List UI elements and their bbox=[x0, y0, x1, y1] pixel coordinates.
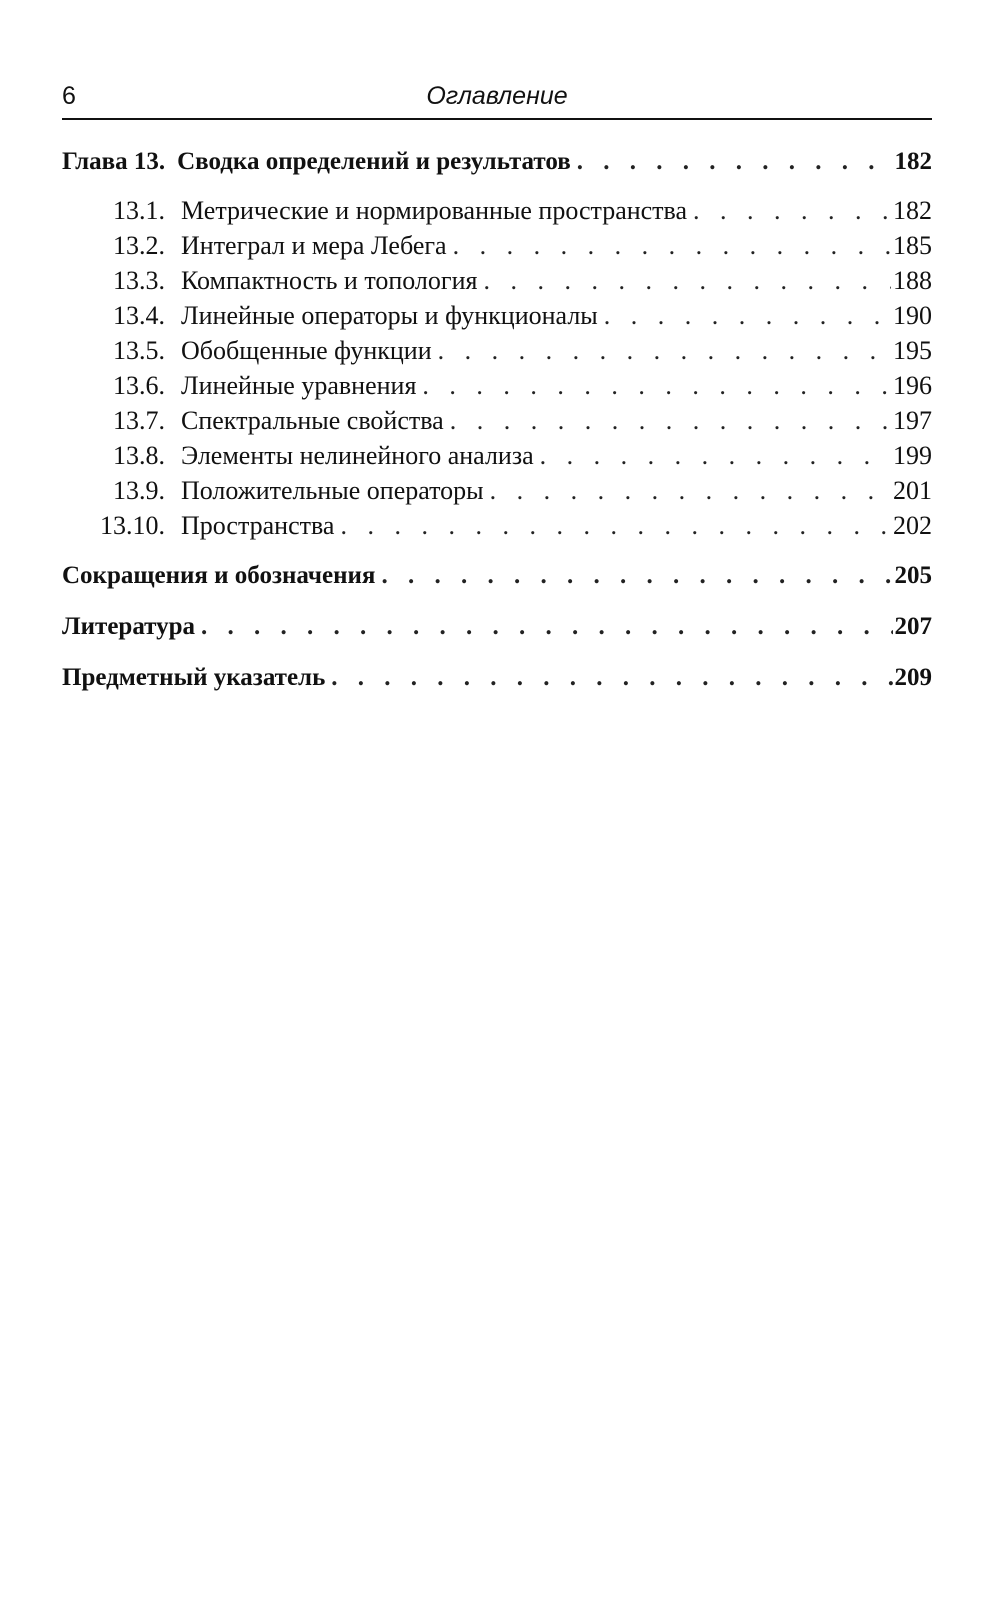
section-title: Обобщенные функции bbox=[181, 336, 432, 365]
section-title: Спектральные свойства bbox=[181, 406, 444, 435]
section-title: Линейные операторы и функционалы bbox=[181, 301, 598, 330]
page-ref: 209 bbox=[894, 664, 932, 691]
section-title: Линейные уравнения bbox=[181, 371, 417, 400]
dot-leader bbox=[438, 336, 891, 366]
entry-title: Предметный указатель bbox=[62, 664, 326, 691]
page-ref: 190 bbox=[893, 301, 932, 330]
toc-back-matter-entry[interactable] bbox=[62, 664, 932, 698]
entry-title: Литература bbox=[62, 613, 196, 640]
section-title: Элементы нелинейного анализа bbox=[181, 441, 534, 470]
section-number: 13.4. bbox=[113, 301, 165, 330]
toc-section-entry[interactable] bbox=[62, 511, 932, 545]
dot-leader bbox=[693, 196, 891, 226]
toc-section-entry[interactable] bbox=[62, 371, 932, 405]
toc-back-matter-entry[interactable] bbox=[62, 613, 932, 647]
dot-leader bbox=[381, 562, 892, 590]
section-title: Положительные операторы bbox=[181, 476, 484, 505]
dot-leader bbox=[201, 613, 892, 641]
page-ref: 197 bbox=[893, 406, 932, 435]
dot-leader bbox=[540, 441, 891, 471]
dot-leader bbox=[453, 231, 891, 261]
page-ref: 207 bbox=[894, 613, 932, 640]
dot-leader bbox=[490, 476, 891, 506]
section-number: 13.2. bbox=[113, 231, 165, 260]
page-ref: 201 bbox=[893, 476, 932, 505]
page-ref: 202 bbox=[893, 511, 932, 540]
page-header bbox=[62, 78, 932, 120]
dot-leader bbox=[450, 406, 891, 436]
toc-section-entry[interactable] bbox=[62, 266, 932, 300]
chapter-title: Сводка определений и результатов bbox=[177, 148, 571, 175]
toc-section-entry[interactable] bbox=[62, 196, 932, 230]
page-ref: 199 bbox=[893, 441, 932, 470]
section-number: 13.9. bbox=[113, 476, 165, 505]
dot-leader bbox=[340, 511, 891, 541]
dot-leader bbox=[483, 266, 891, 296]
toc-section-entry[interactable] bbox=[62, 231, 932, 265]
running-title: Оглавление bbox=[426, 82, 568, 110]
dot-leader bbox=[422, 371, 891, 401]
toc-section-entry[interactable] bbox=[62, 336, 932, 370]
section-number: 13.5. bbox=[113, 336, 165, 365]
page-ref: 182 bbox=[893, 196, 932, 225]
toc-section-entry[interactable] bbox=[62, 441, 932, 475]
section-number: 13.1. bbox=[113, 196, 165, 225]
toc-section-entry[interactable] bbox=[62, 301, 932, 335]
section-title: Компактность и топология bbox=[181, 266, 478, 295]
section-title: Метрические и нормированные пространства bbox=[181, 196, 688, 225]
section-number: 13.10. bbox=[100, 511, 165, 540]
section-title: Интеграл и мера Лебега bbox=[181, 231, 447, 260]
toc-section-entry[interactable] bbox=[62, 406, 932, 440]
dot-leader bbox=[331, 664, 892, 692]
page-ref: 196 bbox=[893, 371, 932, 400]
page-number: 6 bbox=[62, 82, 76, 110]
section-number: 13.3. bbox=[113, 266, 165, 295]
chapter-label: Глава 13. bbox=[62, 148, 166, 175]
section-number: 13.7. bbox=[113, 406, 165, 435]
page-ref: 195 bbox=[893, 336, 932, 365]
toc-section-entry[interactable] bbox=[62, 476, 932, 510]
page-ref: 205 bbox=[894, 562, 932, 589]
section-number: 13.6. bbox=[113, 371, 165, 400]
section-title: Пространства bbox=[181, 511, 335, 540]
dot-leader bbox=[577, 148, 893, 176]
page-ref: 185 bbox=[893, 231, 932, 260]
section-number: 13.8. bbox=[113, 441, 165, 470]
page-ref: 182 bbox=[894, 148, 932, 175]
toc-back-matter-entry[interactable] bbox=[62, 562, 932, 596]
entry-title: Сокращения и обозначения bbox=[62, 562, 376, 589]
page-ref: 188 bbox=[893, 266, 932, 295]
toc-chapter-entry[interactable] bbox=[62, 148, 932, 182]
dot-leader bbox=[604, 301, 891, 331]
